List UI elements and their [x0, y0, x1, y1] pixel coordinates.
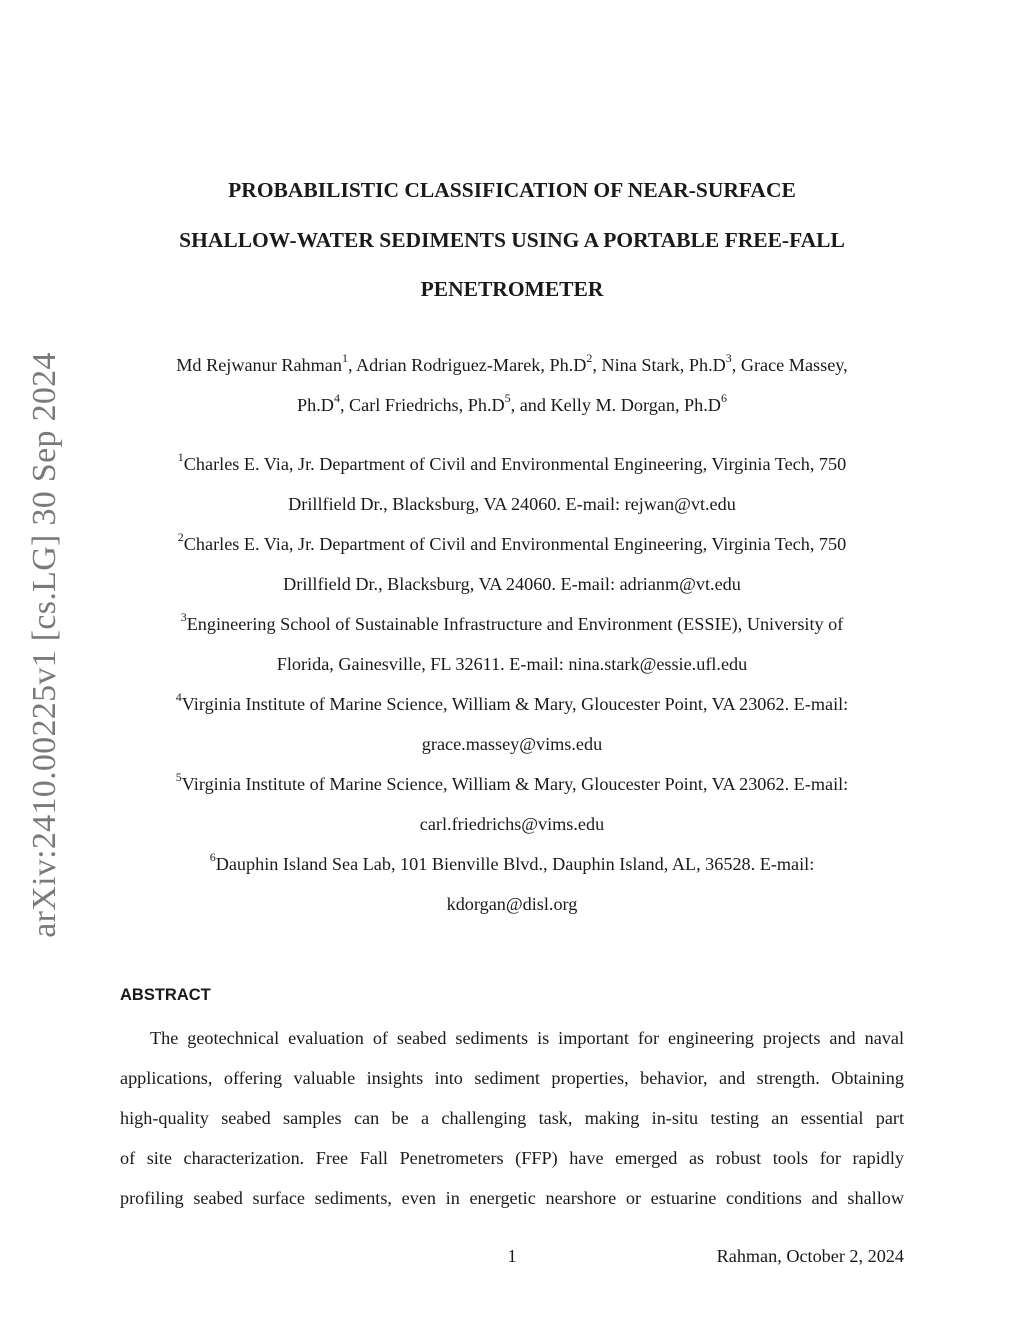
title-line: PENETROMETER [420, 277, 604, 301]
affiliation-marker: 5 [175, 769, 182, 784]
author-name: , Nina Stark, Ph.D [592, 355, 726, 375]
abstract-line: profiling seabed surface sediments, even in energetic nearshore or estuarine conditions and shallow [120, 1188, 904, 1208]
affiliation-marker: 2 [586, 350, 593, 365]
affiliation-text: Virginia Institute of Marine Science, William & Mary, Gloucester Point, VA 23062. E-mail: [181, 774, 849, 794]
affiliation-line: kdorgan@disl.org [446, 894, 578, 914]
abstract-heading: ABSTRACT [120, 986, 211, 1004]
page-number: 1 [507, 1246, 517, 1266]
affiliation-text: Virginia Institute of Marine Science, William & Mary, Gloucester Point, VA 23062. E-mail: [181, 694, 849, 714]
author-line [120, 385, 904, 425]
abstract-line: The geotechnical evaluation of seabed sediments is important for engineering projects and naval [150, 1028, 904, 1048]
abstract-line: applications, offering valuable insights into sediment properties, behavior, and strength. Obtaining [120, 1068, 904, 1088]
affiliation-line: Florida, Gainesville, FL 32611. E-mail: nina.stark@essie.ufl.edu [276, 654, 748, 674]
affiliation-marker: 6 [720, 390, 727, 405]
author-name: , Adrian Rodriguez-Marek, Ph.D [347, 355, 587, 375]
author-line [120, 345, 904, 385]
affiliation-text: Engineering School of Sustainable Infrastructure and Environment (ESSIE), University of [186, 614, 844, 634]
affiliation-marker: 2 [177, 529, 184, 544]
affiliation-marker: 1 [177, 449, 184, 464]
affiliation-line: carl.friedrichs@vims.edu [419, 814, 605, 834]
affiliation-marker: 4 [333, 390, 340, 405]
author-list [120, 345, 904, 425]
title-line: PROBABILISTIC CLASSIFICATION OF NEAR-SURFACE [228, 178, 796, 202]
affiliation-line [120, 524, 904, 564]
running-footer: Rahman, October 2, 2024 [716, 1246, 904, 1266]
affiliation-marker: 3 [180, 609, 187, 624]
affiliation-marker: 5 [504, 390, 511, 405]
arxiv-identifier-stamp: arXiv:2410.00225v1 [cs.LG] 30 Sep 2024 [26, 352, 63, 938]
affiliation-text: Dauphin Island Sea Lab, 101 Bienville Blvd., Dauphin Island, AL, 36528. E-mail: [215, 854, 815, 874]
affiliation-marker: 3 [725, 350, 732, 365]
affiliation-line: Drillfield Dr., Blacksburg, VA 24060. E-mail: adrianm@vt.edu [283, 574, 741, 594]
affiliation-line [120, 444, 904, 484]
affiliation-line [120, 684, 904, 724]
affiliation-line: Drillfield Dr., Blacksburg, VA 24060. E-mail: rejwan@vt.edu [288, 494, 736, 514]
abstract-line: of site characterization. Free Fall Penetrometers (FFP) have emerged as robust tools for rapidly [120, 1148, 904, 1168]
affiliation-marker: 6 [209, 849, 216, 864]
paper-title [120, 166, 904, 315]
author-name: , Carl Friedrichs, Ph.D [339, 395, 505, 415]
author-name: , Grace Massey, [731, 355, 848, 375]
affiliation-text: Charles E. Via, Jr. Department of Civil and Environmental Engineering, Virginia Tech, 750 [183, 534, 847, 554]
abstract-body [120, 1018, 904, 1218]
affiliation-line [120, 844, 904, 884]
affiliation-line [120, 764, 904, 804]
affiliation-marker: 4 [175, 689, 182, 704]
affiliation-list [120, 444, 904, 924]
affiliation-line: grace.massey@vims.edu [421, 734, 603, 754]
author-name: Ph.D [297, 395, 334, 415]
author-name: Md Rejwanur Rahman [176, 355, 342, 375]
affiliation-marker: 1 [341, 350, 348, 365]
abstract-line: high-quality seabed samples can be a challenging task, making in-situ testing an essential part [120, 1108, 904, 1128]
affiliation-text: Charles E. Via, Jr. Department of Civil and Environmental Engineering, Virginia Tech, 750 [183, 454, 847, 474]
affiliation-line [120, 604, 904, 644]
title-line: SHALLOW-WATER SEDIMENTS USING A PORTABLE FREE-FALL [179, 227, 845, 252]
author-name: , and Kelly M. Dorgan, Ph.D [510, 395, 721, 415]
